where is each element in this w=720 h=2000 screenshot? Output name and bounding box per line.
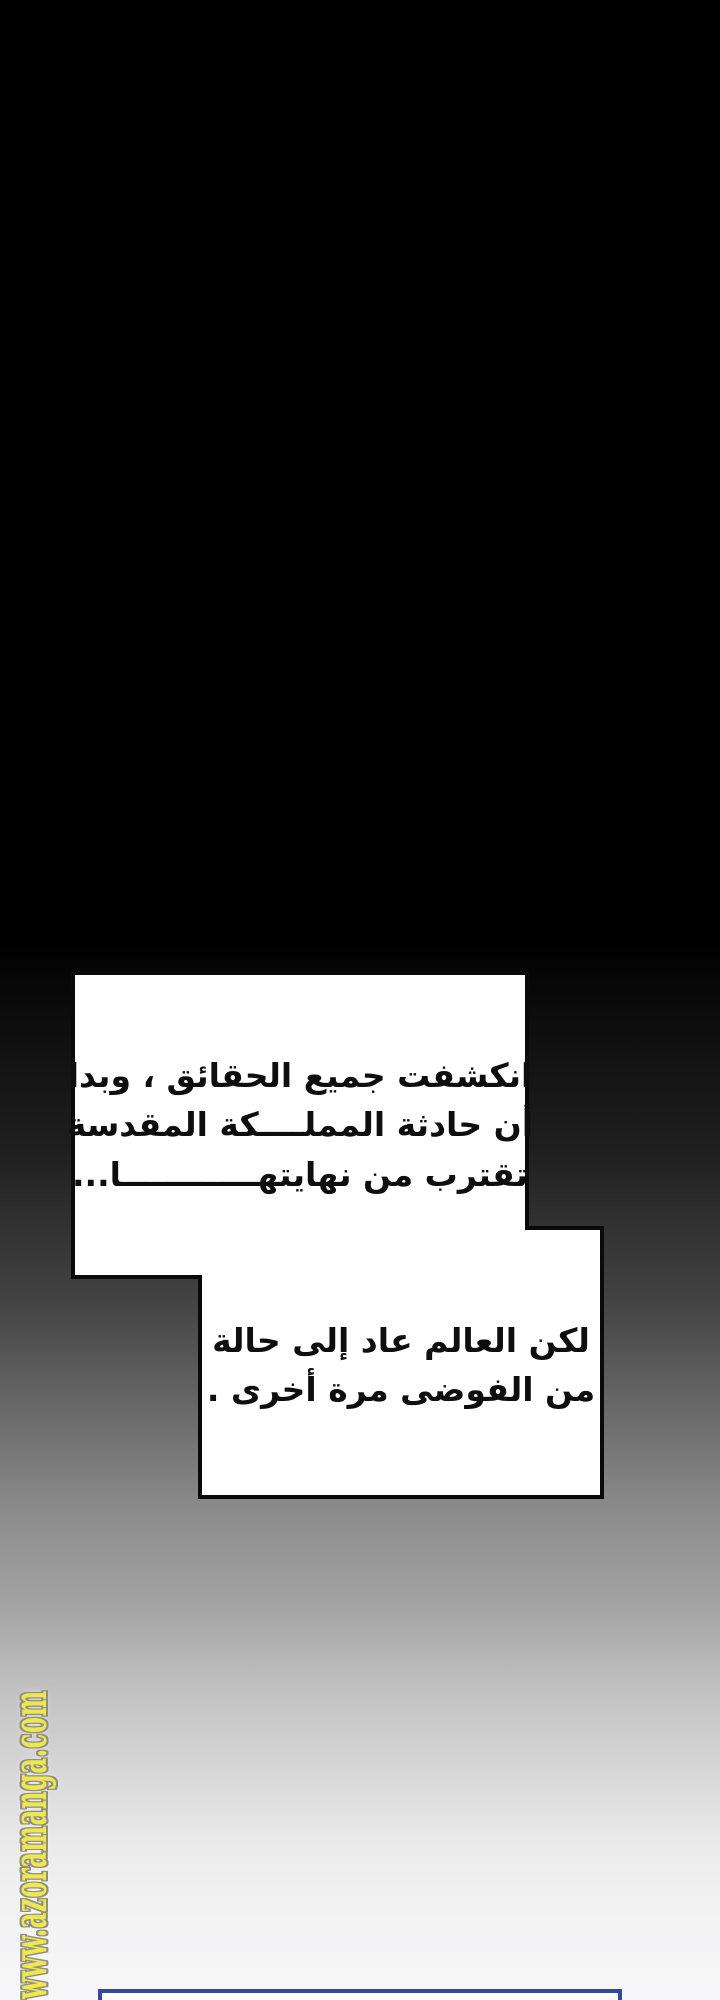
narration-line: تقترب من نهايتهــــــــــــا... — [72, 1154, 528, 1194]
next-panel-top-edge — [98, 1989, 622, 2000]
site-watermark: www.azoramanga.com — [3, 1690, 58, 1999]
narration-line: انكشفت جميع الحقائق ، وبدا — [67, 1055, 533, 1095]
narration-line: أن حادثة المملــــكة المقدسة — [66, 1105, 534, 1145]
narration-box-1 — [66, 975, 534, 1275]
narration-line: لكن العالم عاد إلى حالة — [212, 1320, 590, 1360]
narration-box-2 — [200, 1236, 602, 1494]
narration-line: من الفوضى مرة أخرى . — [206, 1370, 596, 1409]
